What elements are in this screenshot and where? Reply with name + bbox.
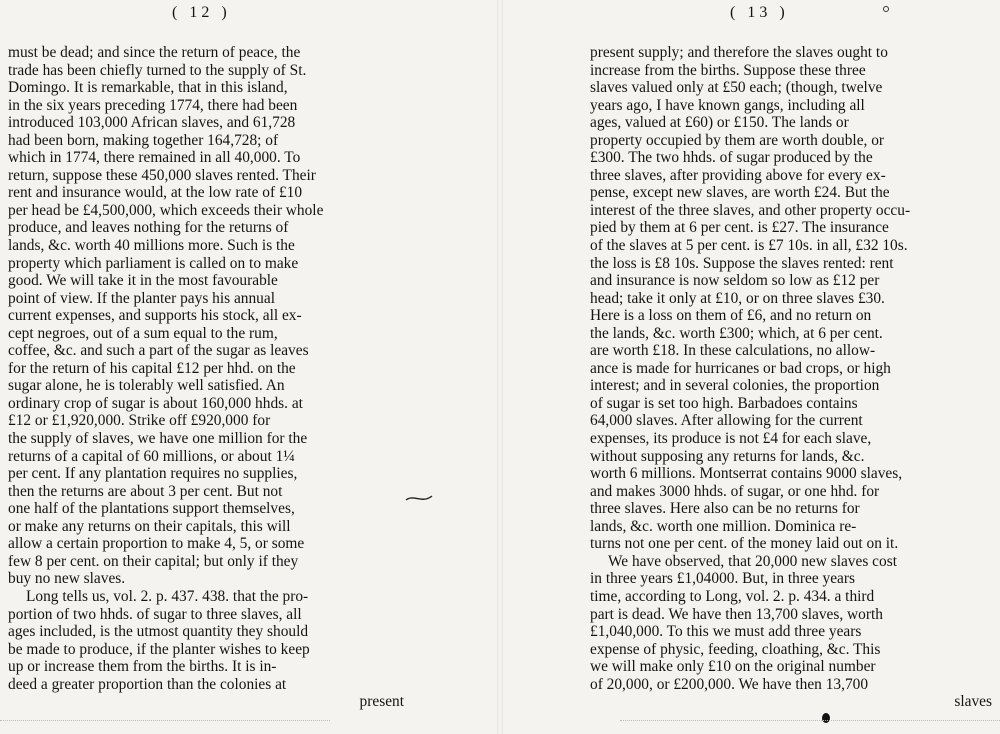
- text-line: for the return of his capital £12 per hhd. on the: [8, 359, 296, 377]
- paper-speck: [883, 6, 889, 12]
- left-bottom-edge: [0, 720, 330, 722]
- left-page-text: [8, 44, 404, 711]
- text-line: the lands, &c. worth £300; which, at 6 per cent.: [590, 324, 883, 342]
- text-line: interest of the three slaves, and other property occu-: [590, 201, 911, 219]
- text-line: part is dead. We have then 13,700 slaves, worth: [590, 605, 883, 623]
- text-line: cept negroes, out of a sum equal to the rum,: [8, 324, 278, 342]
- text-line: £1,040,000. To this we must add three years: [590, 623, 862, 641]
- text-line: pied by them at 6 per cent. is £27. The insurance: [590, 219, 889, 237]
- text-line: Long tells us, vol. 2. p. 437. 438. that the pro-: [26, 587, 309, 605]
- right-page-number: ( 13 ): [730, 4, 789, 21]
- text-line: point of view. If the planter pays his annual: [8, 289, 275, 307]
- text-line: one half of the plantations support themselves,: [8, 500, 295, 518]
- text-line: good. We will take it in the most favourable: [8, 272, 278, 290]
- text-line: property occupied by them are worth double, or: [590, 131, 885, 149]
- text-line: must be dead; and since the return of peace, the: [8, 44, 301, 61]
- text-line: produce, and leaves nothing for the returns of: [8, 219, 289, 237]
- text-line: present supply; and therefore the slaves ought to: [590, 44, 888, 61]
- text-line: buy no new slaves.: [8, 570, 126, 588]
- text-line: which in 1774, there remained in all 40,000. To: [8, 149, 301, 167]
- text-line: expense of physic, feeding, cloathing, &c. This: [590, 640, 881, 658]
- text-line: in the six years preceding 1774, there had been: [8, 96, 298, 114]
- text-line: returns of a capital of 60 millions, or about 1¼: [8, 447, 295, 465]
- text-line: lands, &c. worth 40 millions more. Such is the: [8, 237, 295, 255]
- text-line: of 20,000, or £200,000. We have then 13,700: [590, 675, 869, 693]
- text-line: sugar alone, he is tolerably well satisfied. An: [8, 377, 285, 395]
- text-line: of the slaves at 5 per cent. is £7 10s. in all, £32 10s.: [590, 237, 908, 255]
- text-line: or make any returns on their capitals, this will: [8, 517, 291, 535]
- text-line: and insurance is now seldom so low as £12 per: [590, 272, 880, 290]
- left-page-number: ( 12 ): [172, 4, 231, 21]
- text-line: time, according to Long, vol. 2. p. 434. a third: [590, 587, 875, 605]
- text-line: years ago, I have known gangs, including all: [590, 96, 865, 114]
- text-line: allow a certain proportion to make 4, 5, or some: [8, 535, 305, 553]
- text-line: worth 6 millions. Montserrat contains 9000 slaves,: [590, 465, 903, 483]
- text-line: deed a greater proportion than the colonies at: [8, 675, 287, 693]
- text-line: three slaves. Here also can be no returns for: [590, 500, 860, 518]
- text-line: the loss is £8 10s. Suppose the slaves rented: rent: [590, 254, 894, 272]
- text-line: increase from the births. Suppose these three: [590, 61, 866, 79]
- text-line: then the returns are about 3 per cent. But not: [8, 482, 283, 500]
- text-line: turns not one per cent. of the money laid out on it.: [590, 535, 899, 553]
- text-line: per head be £4,500,000, which exceeds their whole: [8, 201, 324, 219]
- text-line: are worth £18. In these calculations, no allow-: [590, 342, 876, 360]
- text-line: of sugar is set too high. Barbadoes contains: [590, 394, 858, 412]
- text-line: lands, &c. worth one million. Dominica re-: [590, 517, 857, 535]
- text-line: introduced 103,000 African slaves, and 61,728: [8, 114, 296, 132]
- margin-pen-mark: [404, 488, 434, 508]
- text-line: 64,000 slaves. After allowing for the current: [590, 412, 863, 430]
- text-line: slaves: [954, 693, 992, 711]
- text-line: and makes 3000 hhds. of sugar, or one hhd. for: [590, 482, 880, 500]
- right-page: [500, 0, 1000, 734]
- text-line: £12 or £1,920,000. Strike off £920,000 for: [8, 412, 271, 430]
- text-line: per cent. If any plantation requires no supplies,: [8, 465, 298, 483]
- text-line: ordinary crop of sugar is about 160,000 hhds. at: [8, 394, 303, 412]
- text-line: interest; and in several colonies, the proportion: [590, 377, 880, 395]
- text-line: pense, except new slaves, are worth £24. But the: [590, 184, 890, 202]
- text-line: three slaves, after providing above for every ex-: [590, 166, 886, 184]
- text-line: ance is made for hurricanes or bad crops, or high: [590, 359, 891, 377]
- text-line: Domingo. It is remarkable, that in this island,: [8, 79, 288, 97]
- right-bottom-edge: [620, 720, 1000, 722]
- text-line: rent and insurance would, at the low rate of £10: [8, 184, 303, 202]
- text-line: we will make only £10 on the original number: [590, 658, 876, 676]
- text-line: head; take it only at £10, or on three slaves £30.: [590, 289, 885, 307]
- text-line: up or increase them from the births. It is in-: [8, 658, 277, 676]
- text-line: portion of two hhds. of sugar to three slaves, all: [8, 605, 302, 623]
- text-line: present: [359, 693, 404, 711]
- text-line: We have observed, that 20,000 new slaves cost: [608, 552, 897, 570]
- text-line: ages included, is the utmost quantity they should: [8, 623, 309, 641]
- text-line: return, suppose these 450,000 slaves rented. Their: [8, 166, 316, 184]
- text-line: without supposing any returns for lands, &c.: [590, 447, 865, 465]
- text-line: few 8 per cent. on their capital; but only if they: [8, 552, 299, 570]
- text-line: £300. The two hhds. of sugar produced by the: [590, 149, 873, 167]
- right-page-text: [590, 44, 992, 711]
- text-line: current expenses, and supports his stock, all ex-: [8, 307, 302, 325]
- text-line: expenses, its produce is not £4 for each slave,: [590, 430, 872, 448]
- text-line: Here is a loss on them of £6, and no return on: [590, 307, 872, 325]
- text-line: be made to produce, if the planter wishes to keep: [8, 640, 310, 658]
- text-line: coffee, &c. and such a part of the sugar as leaves: [8, 342, 309, 360]
- text-line: the supply of slaves, we have one million for the: [8, 430, 308, 448]
- text-line: property which parliament is called on to make: [8, 254, 299, 272]
- text-line: had been born, making together 164,728; of: [8, 131, 279, 149]
- text-line: in three years £1,04000. But, in three years: [590, 570, 855, 588]
- text-line: ages, valued at £60) or £150. The lands or: [590, 114, 849, 132]
- text-line: slaves valued only at £50 each; (though, twelve: [590, 79, 883, 97]
- text-line: trade has been chiefly turned to the supply of St.: [8, 61, 307, 79]
